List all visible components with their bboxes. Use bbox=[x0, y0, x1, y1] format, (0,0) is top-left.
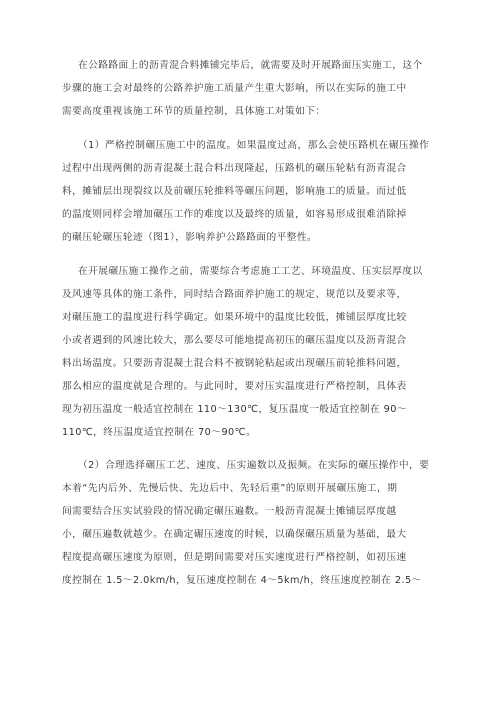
paragraph-3-line-8: 110℃，终压温度适宜控制在 70～90℃。 bbox=[62, 427, 257, 438]
paragraph-4-line-4: 小，碾压遍数就越少。在确定碾压速度的时候，以确保碾压质量为基础，最大 bbox=[62, 529, 407, 540]
paragraph-3-line-2: 及风速等具体的施工条件，同时结合路面养护施工的规定、规范以及要求等， bbox=[62, 289, 407, 300]
paragraph-4-line-5: 程度提高碾压速度为原则，但是期间需要对压实速度进行严格控制，如初压速 bbox=[62, 552, 407, 563]
paragraph-3-line-6: 那么相应的温度就是合理的。与此同时，要对压实温度进行严格控制，具体表 bbox=[62, 381, 407, 392]
paragraph-3-line-4: 小或者遇到的风速比较大，那么要尽可能地提高初压的碾压温度以及沥青混合 bbox=[62, 335, 407, 346]
paragraph-2-line-4: 的温度则同样会增加碾压工作的难度以及最终的质量，如容易形成很难消除掉 bbox=[62, 209, 407, 220]
paragraph-3-line-7: 现为初压温度一般适宜控制在 110～130℃，复压温度一般适宜控制在 90～ bbox=[62, 404, 408, 415]
paragraph-2-line-5: 的碾压轮碾压轮迹（图1），影响养护公路路面的平整性。 bbox=[62, 232, 318, 243]
paragraph-2-line-3: 料，摊铺层出现裂纹以及前碾压轮推料等碾压问题，影响施工的质量。而过低 bbox=[62, 186, 407, 197]
paragraph-1-line-1: 在公路路面上的沥青混合料摊铺完毕后，就需要及时开展路面压实施工，这个 bbox=[78, 60, 423, 71]
paragraph-1-line-3: 需要高度重视该施工环节的质量控制，具体施工对策如下： bbox=[62, 106, 326, 117]
paragraph-4-line-6: 度控制在 1.5～2.0km/h，复压速度控制在 4～5km/h，终压速度控制在 2.5～ bbox=[62, 575, 422, 586]
paragraph-4-line-2: 本着“先内后外、先慢后快、先边后中、先轻后重”的原则开展碾压施工，期 bbox=[62, 483, 398, 494]
paragraph-2-line-1: （1）严格控制碾压施工中的温度。如果温度过高，那么会使压路机在碾压操作 bbox=[78, 140, 430, 151]
paragraph-4-line-1: （2）合理选择碾压工艺、速度、压实遍数以及振频。在实际的碾压操作中，要 bbox=[78, 460, 430, 471]
paragraph-3-line-1: 在开展碾压施工操作之前，需要综合考虑施工工艺、环境温度、压实层厚度以 bbox=[78, 266, 423, 277]
paragraph-1-line-2: 步骤的施工会对最终的公路养护施工质量产生重大影响，所以在实际的施工中 bbox=[62, 83, 407, 94]
paragraph-2-line-2: 过程中出现两侧的沥青混凝土混合料出现隆起，压路机的碾压轮粘有沥青混合 bbox=[62, 163, 407, 174]
paragraph-3-line-3: 对碾压施工的温度进行科学确定。如果环境中的温度比较低，摊铺层厚度比较 bbox=[62, 312, 407, 323]
paragraph-3-line-5: 料出场温度。只要沥青混凝土混合料不被钢轮粘起或出现碾压前轮推料问题， bbox=[62, 358, 407, 369]
paragraph-4-line-3: 间需要结合压实试验段的情况确定碾压遍数。一般沥青混凝土摊铺层厚度越 bbox=[62, 506, 397, 517]
